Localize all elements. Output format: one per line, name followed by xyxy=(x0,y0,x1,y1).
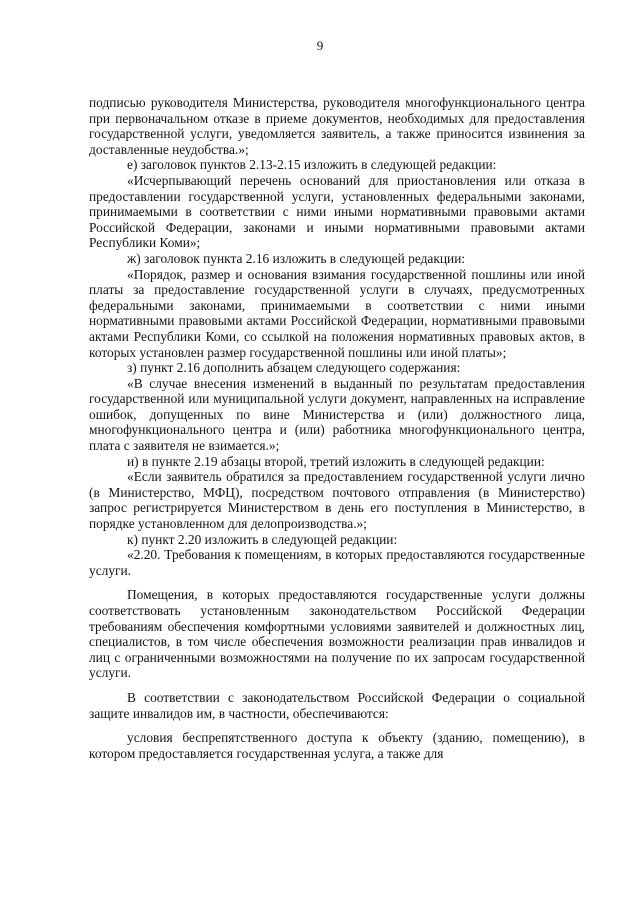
paragraph-item-z: з) пункт 2.16 дополнить абзацем следующего содержания: xyxy=(127,360,461,376)
paragraph-access-conditions: условия беспрепятственного доступа к объекту (зданию, помещению), в котором предоставляется государственная услуга, а также для xyxy=(89,730,585,761)
paragraph-item-e: е) заголовок пунктов 2.13-2.15 изложить в следующей редакции: xyxy=(127,157,497,173)
page-number: 9 xyxy=(316,38,324,53)
paragraph-quote-registration: «Если заявитель обратился за предоставлением государственной услуги лично (в Министерство, МФЦ), посредством почтового отправления (в Министерство) запрос регистрируется Министерством в день его поступления в Министерство, в порядке установленном для делопроизводства.»; xyxy=(89,469,585,532)
paragraph-section-2-20: «2.20. Требования к помещениям, в которых предоставляются государственные услуги. xyxy=(89,547,585,578)
document-body xyxy=(89,95,585,761)
paragraph-disability-protection: В соответствии с законодательством Российской Федерации о социальной защите инвалидов им, в частности, обеспечиваются: xyxy=(89,689,585,721)
paragraph-quote-corrections: «В случае внесения изменений в выданный по результатам предоставления государственной или муниципальной услуги документ, направленных на исправление ошибок, допущенных по вине Министерства и (или) должностного лица, многофункционального центра и (или) работника многофункционального центра, плата с заявителя не взимается.»; xyxy=(89,375,585,454)
paragraph-quote-fee: «Порядок, размер и основания взимания государственной пошлины или иной платы за предоставление государственной услуги в случаях, предусмотренных федеральными законами, принимаемыми в соответствии с ними иными нормативными правовыми актами Российской Федерации, нормативными правовыми актами Республики Коми, со ссылкой на положения нормативных правовых актов, в которых установлен размер государственной пошлины или иной платы»; xyxy=(89,266,585,360)
paragraph-premises-requirements: Помещения, в которых предоставляются государственные услуги должны соответствовать установленным законодательством Российской Федерации требованиям обеспечения комфортными условиями заявителей и должностных лиц, специалистов, в том числе обеспечения возможности реализации прав инвалидов и лиц с ограниченными возможностями на получение по их запросам государственной услуги. xyxy=(89,587,585,681)
paragraph-signature-clause: подписью руководителя Министерства, руководителя многофункционального центра при первоначальном отказе в приеме документов, необходимых для предоставления государственной услуги, уведомляется заявитель, а также приносится извинения за доставленные неудобства.»; xyxy=(89,95,585,157)
paragraph-item-i: и) в пункте 2.19 абзацы второй, третий изложить в следующей редакции: xyxy=(127,453,545,469)
paragraph-quote-grounds: «Исчерпывающий перечень оснований для приостановления или отказа в предоставлении государственной услуги, установленных федеральными законами, принимаемыми в соответствии с ними иными нормативными правовыми актами Российской Федерации, законами и иными нормативными правовыми актами Республики Коми»; xyxy=(89,172,585,251)
paragraph-item-zh: ж) заголовок пункта 2.16 изложить в следующей редакции: xyxy=(127,250,466,266)
paragraph-item-k: к) пункт 2.20 изложить в следующей редакции: xyxy=(127,531,398,547)
